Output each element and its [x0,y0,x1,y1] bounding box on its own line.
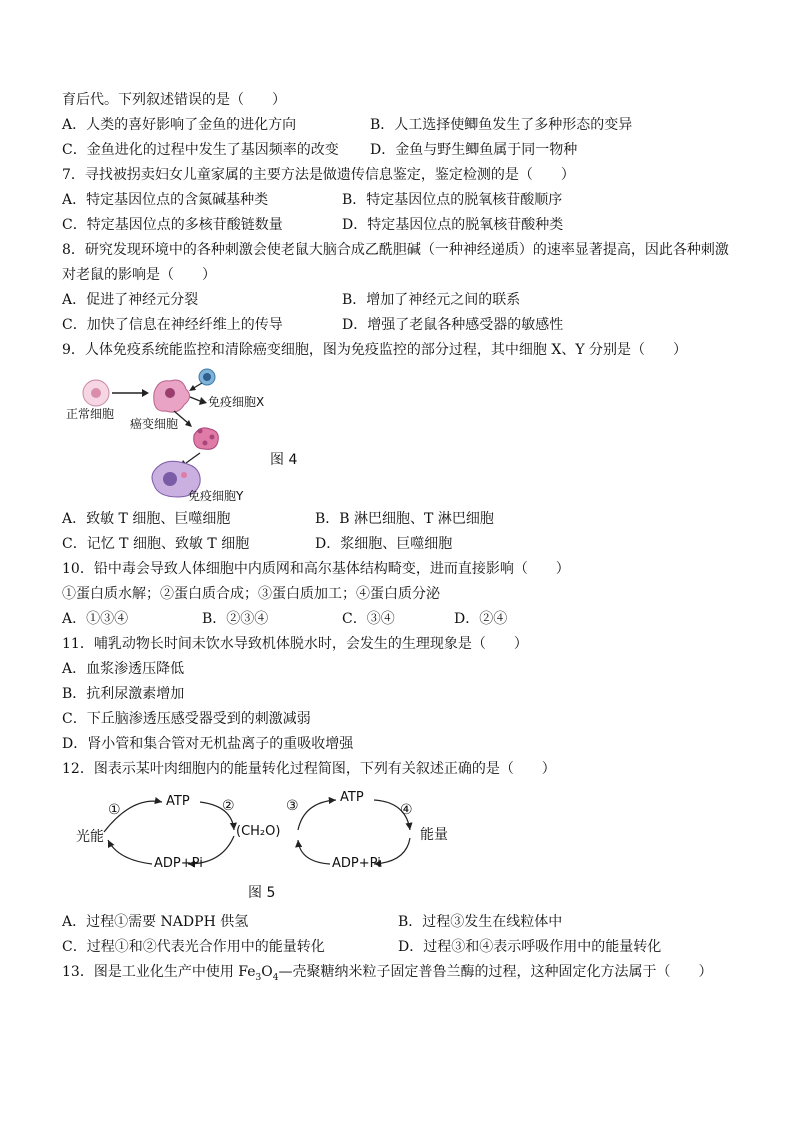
q13-stem [62,960,742,985]
q7-option-c[interactable]: C．特定基因位点的多核苷酸链数量 [62,217,283,233]
q6-option-d[interactable]: D．金鱼与野生鲫鱼属于同一物种 [370,142,578,158]
q9-option-c[interactable]: C．记忆 T 细胞、致敏 T 细胞 [62,536,250,552]
q8-option-c[interactable]: C．加快了信息在神经纤维上的传导 [62,317,283,333]
fig5-caption: 图 5 [248,885,276,901]
q11-option-a[interactable]: A．血浆渗透压降低 [62,661,185,677]
fig5-atp2-label: ATP [340,790,364,805]
q9-option-a[interactable]: A．致敏 T 细胞、巨噬细胞 [62,511,231,527]
normal-cell-icon [83,380,109,406]
fig5-light-label: 光能 [76,829,104,845]
q8-stem-line2: 对老鼠的影响是（ ） [62,267,216,283]
q9-options-ab [62,507,742,532]
q13-stem-o: O [261,964,273,980]
q10-stem: 10．铅中毒会导致人体细胞中内质网和高尔基体结构畸变，进而直接影响（ ） [62,561,570,577]
q11-option-b[interactable]: B．抗利尿激素增加 [62,686,185,702]
q8-options-ab [62,288,742,313]
q12-stem: 12．图表示某叶肉细胞内的能量转化过程简图，下列有关叙述正确的是（ ） [62,761,556,777]
q12-options-ab [62,910,742,935]
q13-sub-4: 4 [272,972,279,983]
q8-option-d[interactable]: D．增强了老鼠各种感受器的敏感性 [342,317,564,333]
q7-option-a[interactable]: A．特定基因位点的含氮碱基种类 [62,192,269,208]
q7-option-d[interactable]: D．特定基因位点的脱氧核苷酸种类 [342,217,564,233]
q10-option-a[interactable]: A．①③④ [62,611,129,627]
figure-4-svg [62,363,302,503]
q12-option-c[interactable]: C．过程①和②代表光合作用中的能量转化 [62,939,325,955]
q6-options-ab [62,113,742,138]
q6-option-c[interactable]: C．金鱼进化的过程中发生了基因频率的改变 [62,142,339,158]
q6-option-b[interactable]: B．人工选择使鲫鱼发生了多种形态的变异 [370,117,633,133]
q9-options-cd [62,532,742,557]
fig5-step2-label: ② [222,798,235,814]
q6-option-a[interactable]: A．人类的喜好影响了金鱼的进化方向 [62,117,297,133]
q10-items: ①蛋白质水解；②蛋白质合成；③蛋白质加工；④蛋白质分泌 [62,586,440,602]
q10-option-c[interactable]: C．③④ [342,611,395,627]
q11-option-d[interactable]: D．肾小管和集合管对无机盐离子的重吸收增强 [62,736,354,752]
q9-stem: 9．人体免疫系统能监控和清除癌变细胞，图为免疫监控的部分过程，其中细胞 X、Y 分别是（ ） [62,342,688,358]
damaged-cancer-cell-icon [194,428,219,449]
fig4-immune-x-label: 免疫细胞X [208,395,265,409]
q12-option-b[interactable]: B．过程③发生在线粒体中 [398,914,563,930]
q10-option-d[interactable]: D．②④ [454,611,508,627]
fig4-caption: 图 4 [270,452,298,468]
q7-options-ab [62,188,742,213]
fig4-normal-cell-label: 正常细胞 [66,407,115,421]
q7-options-cd [62,213,742,238]
q12-option-a[interactable]: A．过程①需要 NADPH 供氢 [62,914,249,930]
q13-sub-3: 3 [255,972,262,983]
q10-option-b[interactable]: B．②③④ [202,611,269,627]
arrow-ch2o-to-atp [298,800,336,830]
q7-option-b[interactable]: B．特定基因位点的脱氧核苷酸顺序 [342,192,563,208]
q13-stem-post: —壳聚糖纳米粒子固定普鲁兰酶的过程，这种固定化方法属于（ ） [278,964,713,980]
q6-stem: 育后代。下列叙述错误的是（ ） [62,92,286,108]
fig5-step3-label: ③ [286,798,299,814]
arrow-adp-back-left [108,840,152,864]
exam-page [62,88,742,985]
q9-option-d[interactable]: D．浆细胞、巨噬细胞 [315,536,453,552]
fig5-adp1-label: ADP+Pi [154,856,203,871]
q12-option-d[interactable]: D．过程③和④表示呼吸作用中的能量转化 [398,939,662,955]
q8-stem-line1: 8．研究发现环境中的各种刺激会使老鼠大脑合成乙酰胆碱（一种神经递质）的速率显著提高，因此各种刺激 [62,242,729,258]
q9-option-b[interactable]: B．B 淋巴细胞、T 淋巴细胞 [315,511,494,527]
figure-5-energy-conversion [62,784,742,904]
q8-options-cd [62,313,742,338]
fig4-immune-y-label: 免疫细胞Y [188,489,244,503]
fig4-cancer-cell-label: 癌变细胞 [130,417,179,431]
fig5-step4-label: ④ [400,802,413,818]
fig5-step1-label: ① [108,802,121,818]
cancer-cell-icon [154,380,190,412]
fig5-atp1-label: ATP [166,794,190,809]
q8-option-a[interactable]: A．促进了神经元分裂 [62,292,199,308]
fig5-ch2o-label: (CH₂O) [236,824,281,839]
q7-stem: 7．寻找被拐卖妇女儿童家属的主要方法是做遗传信息鉴定，鉴定检测的是（ ） [62,167,575,183]
q8-option-b[interactable]: B．增加了神经元之间的联系 [342,292,521,308]
q11-option-c[interactable]: C．下丘脑渗透压感受器受到的刺激减弱 [62,711,311,727]
fig5-adp2-label: ADP+Pi [332,856,381,871]
arrow-adp-back-right [298,840,330,864]
figure-4-immune-surveillance [62,363,742,503]
q10-options [62,607,742,632]
immune-cell-x-icon [199,369,215,385]
q13-stem-pre: 13．图是工业化生产中使用 Fe [62,964,256,980]
q11-stem: 11．哺乳动物长时间未饮水导致机体脱水时，会发生的生理现象是（ ） [62,636,528,652]
q12-options-cd [62,935,742,960]
q6-options-cd [62,138,742,163]
fig5-energy-label: 能量 [420,827,448,843]
